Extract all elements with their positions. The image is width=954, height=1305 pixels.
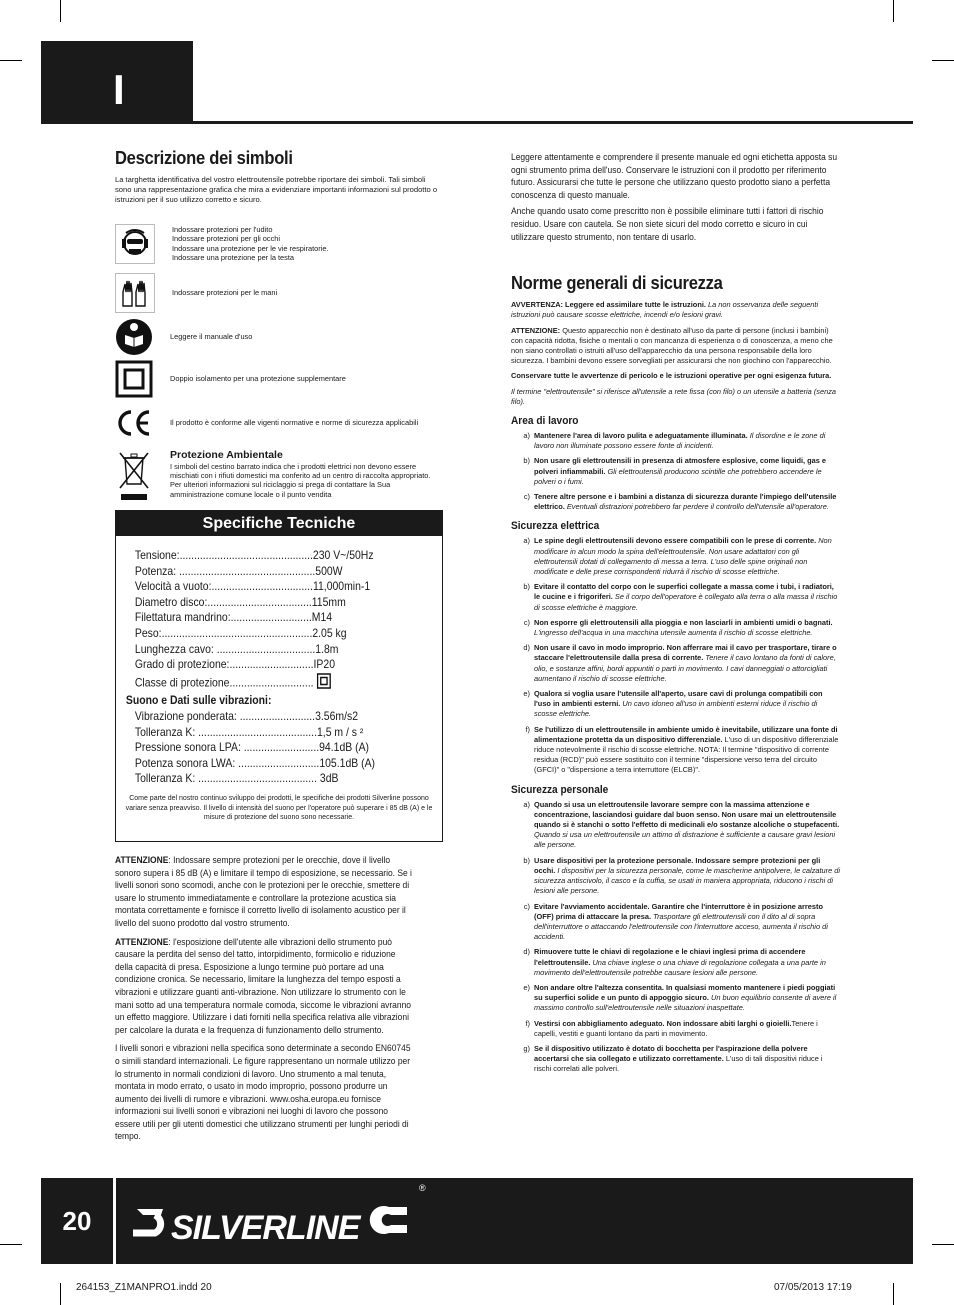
symbol-row (115, 359, 443, 399)
crop-mark (60, 0, 61, 22)
item-letter: f) (525, 1018, 530, 1028)
registered-mark: ® (419, 1183, 426, 1193)
keep-instructions: Conservare tutte le avvertenze di pericolo e le istruzioni operative per ogni esigenza futura. (511, 371, 832, 381)
section-heading: Sicurezza personale (511, 783, 609, 796)
symbol-row (115, 317, 443, 357)
safety-item (511, 456, 841, 487)
crop-mark (60, 1283, 61, 1305)
item-text: Rimuovere tutte le chiavi di regolazione e le chiavi inglesi prima di accendere l'elettroutensile. Una chiave inglese o una chiave di regolazione collegata a una parte in movimento dell'elettroutensile potrebbe causare lesioni alle persone. (534, 947, 826, 977)
safety-item (511, 947, 841, 978)
protective-gear-icon (115, 224, 155, 264)
item-text: Usare dispositivi per la protezione personale. Indossare sempre protezioni per gli occhi. I dispositivi per la sicurezza personale, come le mascherine antipolvere, le calzature di sicurezza antiscivolo, il casco e la cuffia, se usati in maniera appropriata, riducono i rischi di lesioni alle persone. (534, 855, 841, 896)
item-text: Se il dispositivo utilizzato è dotato di bocchetta per l'aspirazione della polvere accertarsi che sia collegato e utilizzato correttamente. L'uso di tali dispositivi riduce i rischi correlati alle polveri. (534, 1043, 823, 1074)
term-definition: Il termine "elettroutensile" si riferisce all'utensile a rete fissa (con filo) o un utensile a batteria (senza filo). (511, 386, 837, 406)
safety-sections (511, 415, 841, 1075)
safety-item (511, 725, 841, 776)
crop-mark (893, 0, 894, 22)
brand-logo (131, 1183, 431, 1259)
symbol-row (115, 401, 443, 445)
attention-paragraph: ATTENZIONE: Questo apparecchio non è destinato all'uso da parte di persone (inclusi i bambini) con capacità ridotta, fisiche o mentali o con mancanza di esperienza o di conoscenza, a meno che non siano controllati o istruiti all'uso dell'apparecchio da una persona responsabile della loro sicurezza. I bambini devono essere sorvegliati per assicurarsi che non giochino con l'apparecchio. (511, 325, 833, 366)
spec-row: Grado di protezione:.............................IP20 (134, 658, 336, 672)
safety-item (511, 618, 841, 638)
warning-paragraph: AVVERTENZA: Leggere ed assimilare tutte le istruzioni. La non osservanza delle seguenti istruzioni può causare scosse elettriche, incendi e/o lesioni gravi. (511, 300, 819, 320)
symbol-row (115, 219, 443, 269)
item-letter: a) (523, 430, 530, 440)
language-tab (41, 41, 193, 123)
spec-row: Peso:....................................................2.05 kg (134, 626, 347, 640)
item-letter: b) (523, 456, 530, 466)
item-text: Evitare l'avviamento accidentale. Garantire che l'interruttore è in posizione arresto (OFF) prima di attaccare la presa. Trasportare gli elettroutensili con il dito al di sopra dell'interruttore o attaccando l'elettroutensile con l'interruttore acceso, aumenta il rischio di accidenti. (534, 901, 828, 942)
safety-item (511, 856, 841, 897)
safety-item (511, 536, 841, 577)
item-letter: f) (525, 724, 530, 734)
right-column (511, 151, 841, 1080)
item-text: Non andare oltre l'altezza consentita. In qualsiasi momento mantenere i piedi poggiati su superfici solide e un punto di appoggio sicuro. Un buon equilibrio consente di avere il massimo controllo sull'elettroutensile nelle situazioni inaspettate. (534, 982, 837, 1013)
spec-row: Velocità a vuoto:...................................11,000min-1 (134, 580, 371, 594)
safety-item (511, 492, 841, 512)
item-text: Non usare gli elettroutensili in presenza di atmosfere esplosive, come liquidi, gas e polveri infiammabili. Gli elettroutensili producono scintille che potrebbero accendere le polveri o i fumi. (534, 456, 827, 486)
item-text: Le spine degli elettroutensili devono essere compatibili con le prese di corrente. Non modificare in alcun modo la spina dell'elettroutensile. Non usare adattatori con gli elettroutensili dotati di collegamento di messa a terra. L'uso delle spine originali non modificate e delle prese corrispondenti ridurrà il rischio di scosse elettriche. (534, 536, 832, 577)
symbols-intro: La targhetta identificativa del vostro elettroutensile potrebbe riportare dei simboli. Tali simboli sono una rappresentazione grafica che mira a evidenziare importanti informazioni sul prodotto o istruzioni per il suo utilizzo corretto e sicuro. (115, 175, 438, 205)
symbol-text: Leggere il manuale d'uso (170, 331, 253, 341)
item-letter: c) (523, 901, 530, 911)
item-letter: a) (523, 536, 530, 546)
crop-mark (893, 1283, 894, 1305)
gloves-icon (115, 273, 155, 313)
spec-row: Lunghezza cavo: ..................................1.8m (134, 642, 339, 656)
spec-row: Potenza sonora LWA: ............................105.1dB (A) (134, 756, 376, 770)
section-heading: Sicurezza elettrica (511, 520, 600, 533)
item-text: Vestirsi con abbigliamento adeguato. Non indossare abiti larghi o gioielli.Tenere i capelli, vestiti e guanti lontano da parti in movimento. (534, 1018, 818, 1038)
spec-row: Pressione sonora LPA: ..........................94.1dB (A) (134, 741, 370, 755)
file-slug: 264153_Z1MANPRO1.indd 20 (76, 1282, 212, 1293)
symbol-row (115, 271, 443, 315)
environment-block (170, 449, 443, 500)
specifications-list (116, 536, 487, 787)
environment-text: I simboli del cestino barrato indica che i prodotti elettrici non devono essere mischiati con i rifiuti domestici ma conferito ad un centro di raccolta appropriato. Per ulteriori informazioni sul riciclaggio si prega di contattare la Sua amministrazione comune locale o il punto vendita (170, 461, 431, 499)
safety-title: Norme generali di sicurezza (511, 273, 723, 294)
item-text: Mantenere l'area di lavoro pulita e adeguatamente illuminata. Il disordine e le zone di lavoro non illuminate possono essere fonte di incidenti. (534, 430, 826, 451)
item-letter: d) (523, 947, 530, 957)
hearing-warning: ATTENZIONE: Indossare sempre protezioni per le orecchie, dove il livello sonoro supera i 85 dB (A) e limitare il tempo di esposizione, se necessario. Se i livelli sonori sono scomodi, anche con le protezioni per le orecchie, smettere di usare lo strumento immediatamente e controllare la protezione acustica sia montata correttamente e fornisce il corretto livello di isolamento acustico per il livello del suono prodotto dal vostro strumento. (115, 855, 412, 928)
item-letter: b) (523, 855, 530, 865)
specifications-title: Specifiche Tecniche (116, 511, 442, 536)
safety-item (511, 1019, 841, 1039)
item-letter: c) (523, 492, 530, 501)
read-manual-icon (115, 318, 153, 356)
svg-text:SILVERLINE: SILVERLINE (171, 1209, 360, 1247)
safety-item (511, 800, 841, 851)
crop-mark (0, 60, 22, 61)
header-rule (41, 121, 913, 124)
item-text: Qualora si voglia usare l'utensile all'aperto, usare cavi di prolunga compatibili con l'uso in ambienti esterni. Un cavo idoneo all'uso in ambienti esterni riduce il rischio di scosse elettriche. (534, 689, 823, 719)
specifications-box (115, 510, 443, 842)
left-notes (115, 854, 415, 1149)
section-heading: Area di lavoro (511, 414, 579, 427)
spec-row: Tolleranza K: ......................................... 3dB (134, 772, 339, 786)
vibration-subtitle: Suono e Dati sulle vibrazioni: (125, 694, 272, 708)
vibration-warning: ATTENZIONE: l'esposizione dell'utente alle vibrazioni dello strumento può causare la perdita del senso del tatto, intorpidimento, formicolio e riduzione della capacità di presa. Esposizione a lungo termine può portare ad una condizione cronica. Se necessario, limitare la lunghezza del tempo esposti a vibrazioni e utilizzare guanti anti-vibrazione. Non utilizzare lo strumento con le mani sotto ad una temperatura normale comoda, siccome le vibrazioni avranno un effetto maggiore. Utilizzare i dati forniti nella specifica relativa alle vibrazioni per calcolare la durata e la frequenza di funzionamento dello strumento. (115, 936, 411, 1035)
crop-mark (932, 1244, 954, 1245)
intro-paragraph: Leggere attentamente e comprendere il presente manuale ed ogni etichetta apposta su ogni strumento prima dell'uso. Conservare le istruzioni con il prodotto per riferimento futuro. Assicurarsi che tutte le persone che utilizzano questo prodotto siano a perfetta conoscenza di questo manuale. (511, 152, 838, 200)
double-insulation-icon (115, 360, 153, 398)
symbol-text: Indossare protezioni per l'udito Indossare protezioni per gli occhi Indossare una protezione per le vie respiratorie. Indossare una protezione per la testa (172, 224, 329, 263)
item-letter: e) (523, 982, 530, 992)
spec-row: Tensione:..............................................230 V~/50Hz (134, 549, 374, 562)
item-text: Non esporre gli elettroutensili alla pioggia e non lasciarli in ambienti umidi o bagnati. L'ingresso dell'acqua in una macchina utensile aumenta il rischio di scosse elettriche. (534, 617, 833, 638)
item-letter: g) (523, 1043, 530, 1053)
symbol-text: Doppio isolamento per una protezione supplementare (170, 373, 346, 383)
item-text: Tenere altre persone e i bambini a distanza di sicurezza durante l'impiego dell'utensile elettrico. Eventuali distrazioni potrebbero far perdere il controllo dell'utensile all'operatore. (534, 492, 837, 512)
ce-mark-icon (115, 404, 153, 442)
symbols-section (115, 148, 443, 505)
safety-item (511, 983, 841, 1014)
item-letter: c) (523, 617, 530, 627)
crossed-bin-icon (115, 449, 153, 505)
safety-item (511, 689, 841, 720)
crop-mark (932, 60, 954, 61)
item-letter: b) (523, 582, 530, 592)
item-letter: e) (523, 689, 530, 699)
standards-note: I livelli sonori e vibrazioni nella specifica sono determinate a secondo EN60745 o simili standard internazionali. Le figure rappresentano un normale utilizzo per lo strumento in normali condizioni di lavoro. Uno strumento a mal tenuta, montata in modo errato, o usato in modo improprio, possono produrre un aumento dei livelli di rumore e vibrazioni. www.osha.europa.eu fornisce informazioni sui livelli sonori e vibrazioni nei luoghi di lavoro che possono essere utili per gli utenti domestici che utilizzano strumenti per lunghi periodi di tempo. (115, 1043, 411, 1142)
symbol-text: Indossare protezioni per le mani (172, 287, 278, 297)
symbols-title: Descrizione dei simboli (115, 148, 293, 168)
spec-row: Classe di protezione............................. (135, 673, 487, 694)
safety-item (511, 1044, 841, 1075)
item-letter: d) (523, 643, 530, 653)
spec-row: Vibrazione ponderata: ..........................3.56m/s2 (134, 709, 359, 723)
item-text: Non usare il cavo in modo improprio. Non afferrare mai il cavo per trasportare, tirare o staccare l'elettroutensile dalla presa di corrente. Tenere il cavo lontano da fonti di calore, olio, e sostanze affini, bordi appuntiti o parti in movimento. I cavi danneggiati o attorcigliati aumentano il rischio di scosse elettriche. (534, 643, 837, 683)
item-text: Quando si usa un elettroutensile lavorare sempre con la massima attenzione e concentrazione, lasciandosi guidare dal buon senso. Non usare mai un elettroutensile quando si è stanchi o sotto l'effetto di medicinali e/o sostanze alcoliche o stupefacenti. Quando si usa un elettroutensile un attimo di distrazione è sufficiente a causare gravi lesioni alle persone. (534, 799, 840, 850)
item-text: Se l'utilizzo di un elettroutensile in ambiente umido è inevitabile, utilizzare una fonte di alimentazione protetta da un dispositivo differenziale. L'uso di un dispositivo differenziale riduce notevolmente il rischio di scosse elettriche. NOTA: Il termine "dispositivo di corrente residua (RCD)" può essere sostituito con il termine "dispersione verso terra del circuito (GFCI)" o "dispersione a terra interruttore (ELCB)". (534, 724, 839, 775)
safety-item (511, 582, 841, 613)
specifications-note: Come parte del nostro continuo sviluppo dei prodotti, le specifiche dei prodotti Silverline possono variare senza preavviso. Il livello di intensità del suono per l'operatore può superare i 85 dB (A) e le misure di protezione del suono sono necessarie. (125, 795, 433, 822)
page-number: 20 (62, 1206, 92, 1236)
footer-divider (113, 1178, 116, 1264)
spec-row: Diametro disco:....................................115mm (134, 595, 346, 609)
item-letter: a) (523, 799, 530, 809)
spec-row: Filettatura mandrino:............................M14 (134, 611, 333, 625)
safety-item (511, 431, 841, 451)
crop-mark (0, 1244, 22, 1245)
spec-row: Tolleranza K: .........................................1,5 m / s ² (134, 725, 364, 739)
safety-item (511, 643, 841, 684)
environment-row (115, 449, 443, 505)
safety-item (511, 902, 841, 943)
language-code: I (113, 66, 125, 113)
intro-paragraph: Anche quando usato come prescritto non è possibile eliminare tutti i fattori di rischio residuo. Usare con cautela. Se non siete sicuri del modo corretto e sicuro in cui utilizzare questo strumento, non tentare di usarlo. (511, 206, 824, 242)
environment-title: Protezione Ambientale (170, 448, 283, 461)
spec-row: Potenza: ...............................................500W (134, 564, 343, 578)
item-text: Evitare il contatto del corpo con le superfici collegate a massa come i tubi, i radiatori, le cucine e i frigoriferi. Se il corpo dell'operatore è collegato alla terra o alla massa il rischio di scosse elettriche è maggiore. (534, 582, 838, 612)
symbol-text: Il prodotto è conforme alle vigenti normative e norme di sicurezza applicabili (170, 417, 419, 427)
class-ii-icon (317, 673, 331, 694)
date-slug: 07/05/2013 17:19 (774, 1282, 852, 1293)
